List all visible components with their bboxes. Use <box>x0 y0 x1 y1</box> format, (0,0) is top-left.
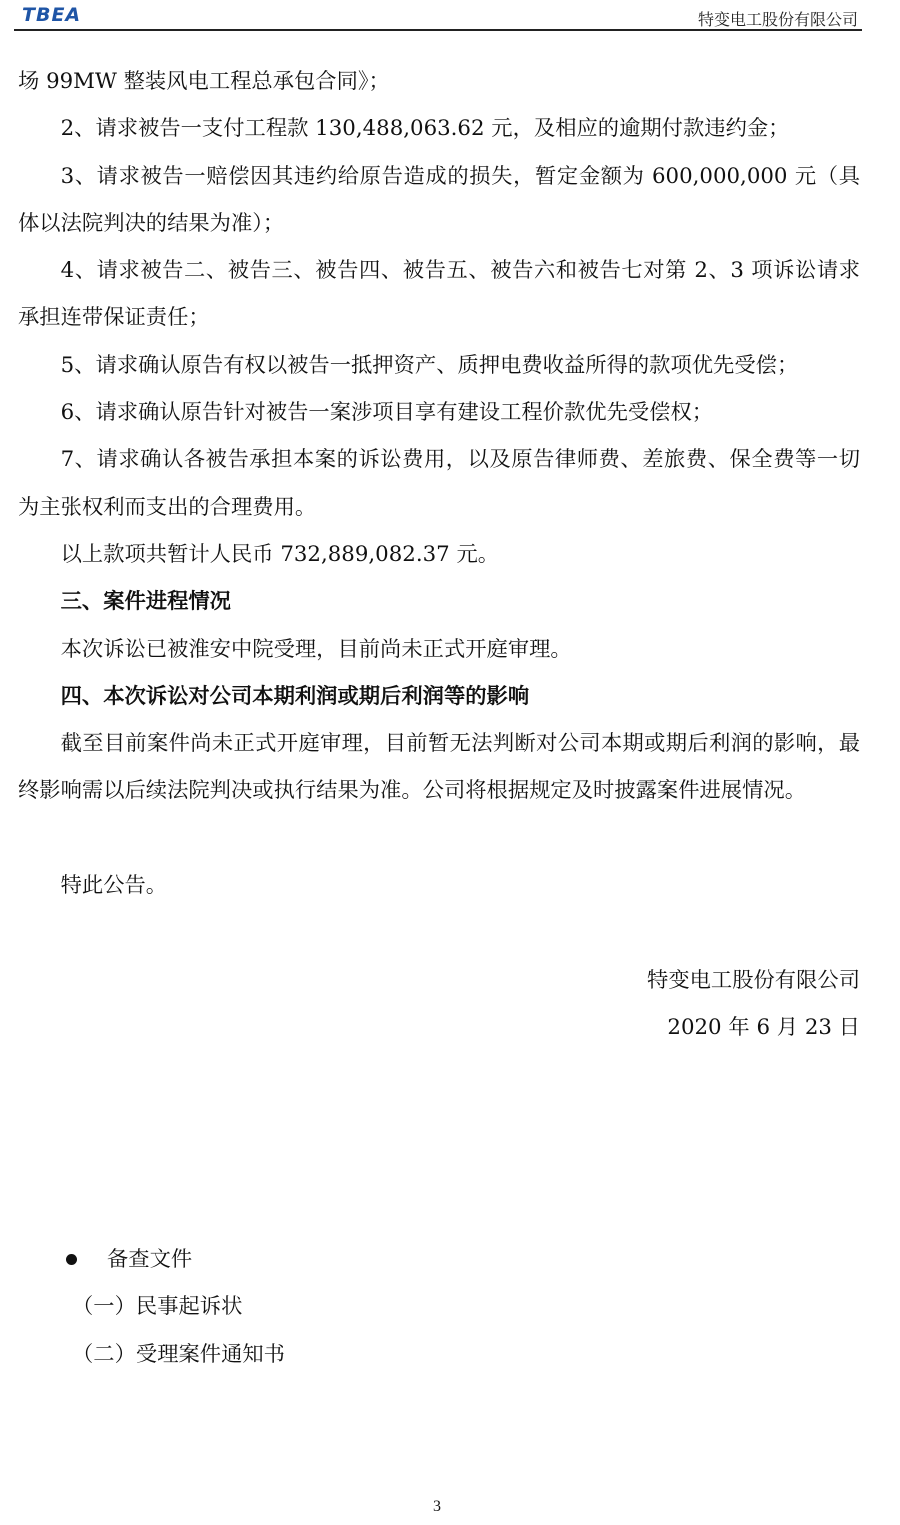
attachments-section <box>62 1236 285 1378</box>
progress-paragraph: 本次诉讼已被淮安中院受理，目前尚未正式开庭审理。 <box>60 636 572 662</box>
paragraph-contract-continuation: 场 99MW 整装风电工程总承包合同》； <box>18 69 390 94</box>
signature-date: 2020 年 6 月 23 日 <box>667 1014 860 1040</box>
tbea-logo: TBEA <box>22 4 82 26</box>
page-number: 3 <box>433 1498 441 1515</box>
closing-statement: 特此公告。 <box>60 873 168 899</box>
impact-paragraph: 截至目前案件尚未正式开庭审理，目前暂无法判断对公司本期或期后利润的影响，最终影响需以后续法院判决或执行结果为准。公司将根据规定及时披露案件进展情况。 <box>18 731 860 804</box>
attachment-item: （二）受理案件通知书 <box>72 1341 285 1367</box>
claim-6: 6、请求确认原告针对被告一案涉项目享有建设工程价款优先受偿权； <box>60 400 714 426</box>
header-divider <box>14 29 862 31</box>
claim-7: 7、请求确认各被告承担本案的诉讼费用，以及原告律师费、差旅费、保全费等一切为主张权利而支出的合理费用。 <box>18 447 860 520</box>
claim-4: 4、请求被告二、被告三、被告四、被告五、被告六和被告七对第 2、3 项诉讼请求承担连带保证责任； <box>18 258 860 331</box>
signature-company: 特变电工股份有限公司 <box>647 967 860 993</box>
section-heading-impact: 四、本次诉讼对公司本期利润或期后利润等的影响 <box>60 683 530 709</box>
spacer <box>18 815 860 862</box>
attachments-title: 备查文件 <box>107 1247 193 1272</box>
page-header <box>14 0 862 32</box>
claim-2: 2、请求被告一支付工程款 130,488,063.62 元，及相应的逾期付款违约金； <box>60 116 790 142</box>
attachments-heading <box>62 1236 285 1283</box>
document-body <box>18 58 860 1051</box>
section-heading-progress: 三、案件进程情况 <box>60 589 231 615</box>
total-amount: 以上款项共暂计人民币 732,889,082.37 元。 <box>60 541 500 567</box>
attachment-item: （一）民事起诉状 <box>72 1294 243 1320</box>
bullet-icon <box>66 1254 77 1265</box>
header-company-name: 特变电工股份有限公司 <box>697 10 858 29</box>
claim-3: 3、请求被告一赔偿因其违约给原告造成的损失，暂定金额为 600,000,000 元（具体以法院判决的结果为准）； <box>18 163 860 236</box>
claim-5: 5、请求确认原告有权以被告一抵押资产、质押电费收益所得的款项优先受偿； <box>60 352 799 378</box>
spacer <box>18 909 860 956</box>
